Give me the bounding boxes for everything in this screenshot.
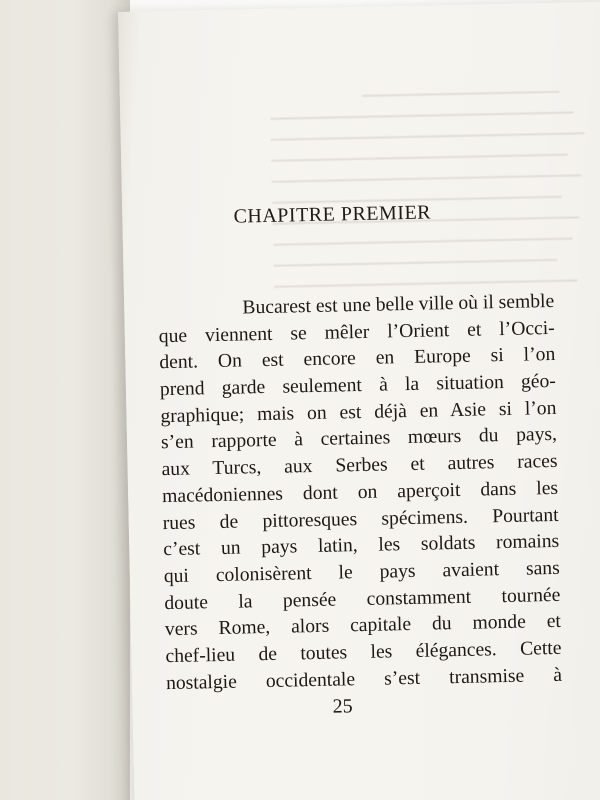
previous-page [0,0,130,800]
text-line: chef-lieu de toutes les élégances. Cette [165,637,562,668]
text-line: rues de pittoresques spécimens. Pourtant [162,504,559,534]
text-line: prend garde seulement à la situation géo- [159,370,557,401]
text-line: macédoniennes dont on aperçoit dans les [161,477,559,507]
text-line: graphique; mais on est déjà en Asie si l’on [160,397,557,427]
text-line: Bucarest est une belle ville où il semble [242,290,555,319]
body-text [158,289,562,698]
page-number: 25 [332,695,353,718]
text-line: aux Turcs, aux Serbes et autres races [161,451,558,481]
text-line: doute la pensée constamment tournée [164,584,561,614]
text-line: que viennent se mêler l’Orient et l’Occi- [158,317,555,347]
text-line: s’en rapporte à certaines mœurs du pays, [160,424,558,454]
text-line: nostalgie occidentale s’est transmise à [165,664,563,694]
book-page [118,1,600,800]
chapter-title: CHAPITRE PREMIER [233,201,432,228]
text-line: dent. On est encore en Europe si l’on [159,344,556,374]
text-line: vers Rome, alors capitale du monde et [164,611,562,641]
text-line: c’est un pays latin, les soldats romains [163,531,560,561]
text-line: qui colonisèrent le pays avaient sans [163,557,560,588]
